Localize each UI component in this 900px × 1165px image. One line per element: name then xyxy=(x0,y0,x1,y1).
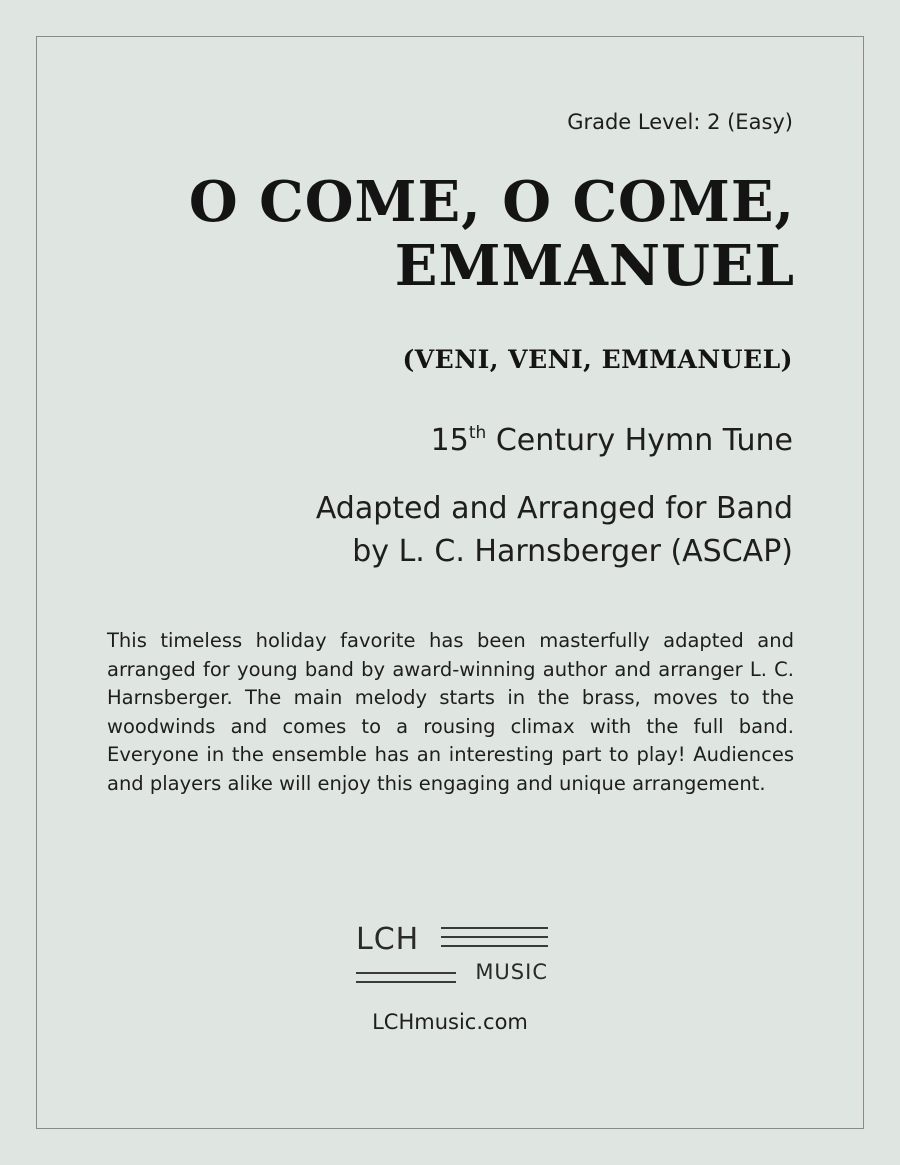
description: This timeless holiday favorite has been masterfully adapted and arranged for young band by award-winning author and arranger L. C. Harnsberger. The main melody starts in the brass, moves to the woodwinds and comes to a rousing climax with the full band. Everyone in the ensemble has an interesting part to play! Audiences and players alike will enjoy this engaging and unique arrangement. xyxy=(107,629,794,795)
tune-ordinal-suffix: th xyxy=(468,423,487,443)
subtitle: (VENI, VENI, EMMANUEL) xyxy=(402,345,793,374)
tune-century: 15 xyxy=(430,423,469,458)
lch-music-logo xyxy=(356,922,548,992)
logo-line xyxy=(356,972,456,974)
title-line-2: EMMANUEL xyxy=(394,233,795,299)
grade-level: Grade Level: 2 (Easy) xyxy=(567,110,793,134)
arranged-line-1: Adapted and Arranged for Band xyxy=(315,491,793,526)
tune-credit xyxy=(431,423,793,458)
arranger-credit xyxy=(316,487,793,573)
title-line-1: O COME, O COME, xyxy=(188,169,795,235)
logo-line xyxy=(441,927,548,929)
logo-line xyxy=(356,981,456,983)
tune-text: Century Hymn Tune xyxy=(486,423,793,458)
page-title xyxy=(75,170,795,298)
logo-music-text: MUSIC xyxy=(475,960,548,984)
logo-line xyxy=(441,945,548,947)
website-url: LCHmusic.com xyxy=(372,1010,528,1034)
logo-lch-text: LCH xyxy=(356,922,420,957)
logo-line xyxy=(441,936,548,938)
arranged-line-2: by L. C. Harnsberger (ASCAP) xyxy=(352,534,793,569)
